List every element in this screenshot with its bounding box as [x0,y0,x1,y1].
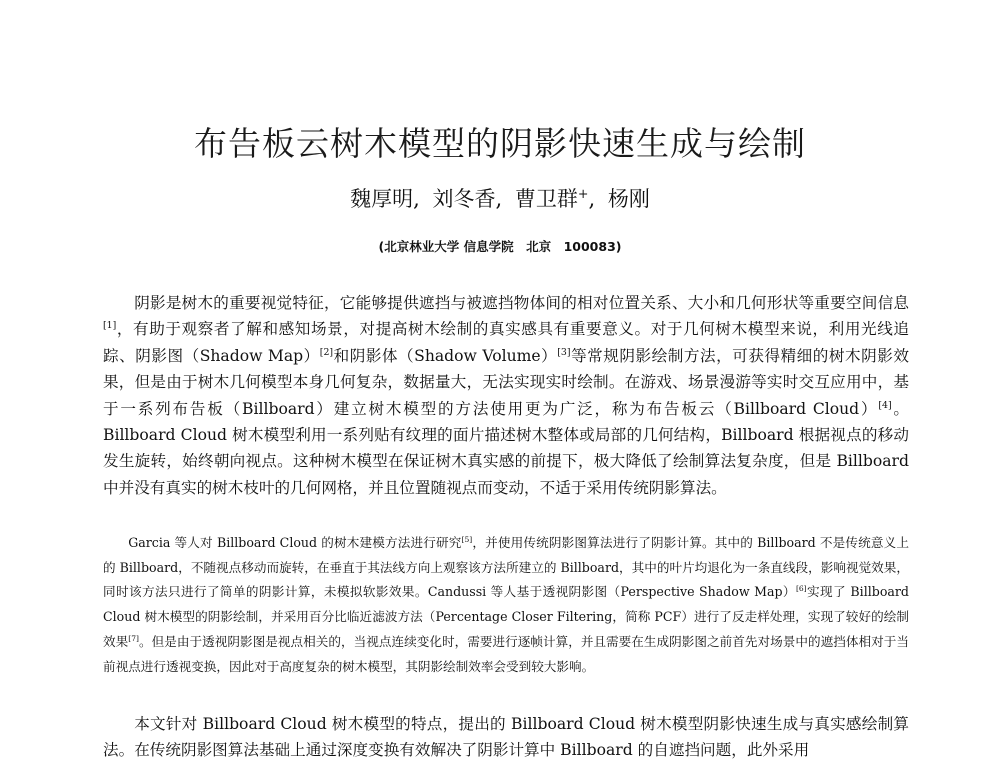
p2-text-1: Garcia 等人对 Billboard Cloud 的树木建模方法进行研究 [128,535,462,550]
p2-text-2: ，并使用传统阴影图算法进行了阴影计算。其中的 Billboard 不是传统意义上的 Billboard，不随视点移动而旋转，在垂直于其法线方向上观察该方法所建立的 Billboard，其中的叶片均退化为一条直线段，影响视觉效果，同时该方法只进行了简单的阴影计算，未模拟软影效果。Candussi 等人基于透视阴影图（Perspective Shadow Map） [103,535,909,600]
p2-text-3: 实现了 Billboard Cloud 树木模型的阴影绘制，并采用百分比临近滤波方法（Percentage Closer Filtering，简称 PCF）进行了反走样处理，实现了较好的绘制效果 [103,584,909,649]
author-list [0,183,1000,213]
p2-text-4: 。但是由于透视阴影图是视点相关的，当视点连续变化时，需要进行逐帧计算，并且需要在生成阴影图之前首先对场景中的遮挡体相对于当前视点进行透视变换，因此对于高度复杂的树木模型，其阴影绘制效率会受到较大影响。 [103,633,910,674]
citation-6: [6] [795,584,807,594]
corresponding-author-mark: + [577,186,589,201]
p1-text-1: 阴影是树木的重要视觉特征，它能够提供遮挡与被遮挡物体间的相对位置关系、大小和几何形状等重要空间信息 [134,294,909,312]
citation-5: [5] [461,534,473,544]
citation-7: [7] [128,633,139,643]
author-3 [515,187,595,211]
p1-text-3: 和阴影体（Shadow Volume） [333,346,558,365]
author-3-name: 曹卫群 [514,187,578,211]
paragraph-intro [103,290,909,501]
paragraph-related-work [103,531,909,679]
author-3-separator: , [588,187,596,211]
paper-title: 布告板云树木模型的阴影快速生成与绘制 [194,124,806,163]
citation-2: [2] [319,346,334,358]
p1-text-2: ，有助于观察者了解和感知场景，对提高树木绘制的真实感具有重要意义。对于几何树木模型来说，利用光线追踪、阴影图（Shadow Map） [103,320,909,365]
paragraph-contribution [103,711,909,760]
author-1: 魏厚明, [350,187,420,211]
citation-3: [3] [557,346,571,358]
author-4: 杨刚 [607,187,650,211]
p1-text-5: 。Billboard Cloud 树木模型利用一系列贴有纹理的面片描述树木整体或局部的几何结构，Billboard 根据视点的移动发生旋转，始终朝向视点。这种树木模型在保证树木真实感的前提下，极大降低了绘制算法复杂度，但是 Billboard 中并没有真实的树木枝叶的几何网格，并且位置随视点而变动，不适于采用传统阴影算法。 [103,399,909,497]
author-2: 刘冬香, [432,187,503,211]
citation-1: [1] [103,320,117,332]
citation-4: [4] [878,399,892,411]
p1-text-4: 等常规阴影绘制方法，可获得精细的树木阴影效果，但是由于树木几何模型本身几何复杂，数据量大，无法实现实时绘制。在游戏、场景漫游等实时交互应用中，基于一系列布告板（Billboard）建立树木模型的方法使用更为广泛，称为布告板云（Billboard Cloud） [103,346,909,418]
affiliation: (北京林业大学 信息学院 北京 100083) [378,239,622,254]
p3-text-1: 本文针对 Billboard Cloud 树木模型的特点，提出的 Billboard Cloud 树木模型阴影快速生成与真实感绘制算法。在传统阴影图算法基础上通过深度变换有效解决了阴影计算中 Billboard 的自遮挡问题，此外采用 [103,715,909,760]
